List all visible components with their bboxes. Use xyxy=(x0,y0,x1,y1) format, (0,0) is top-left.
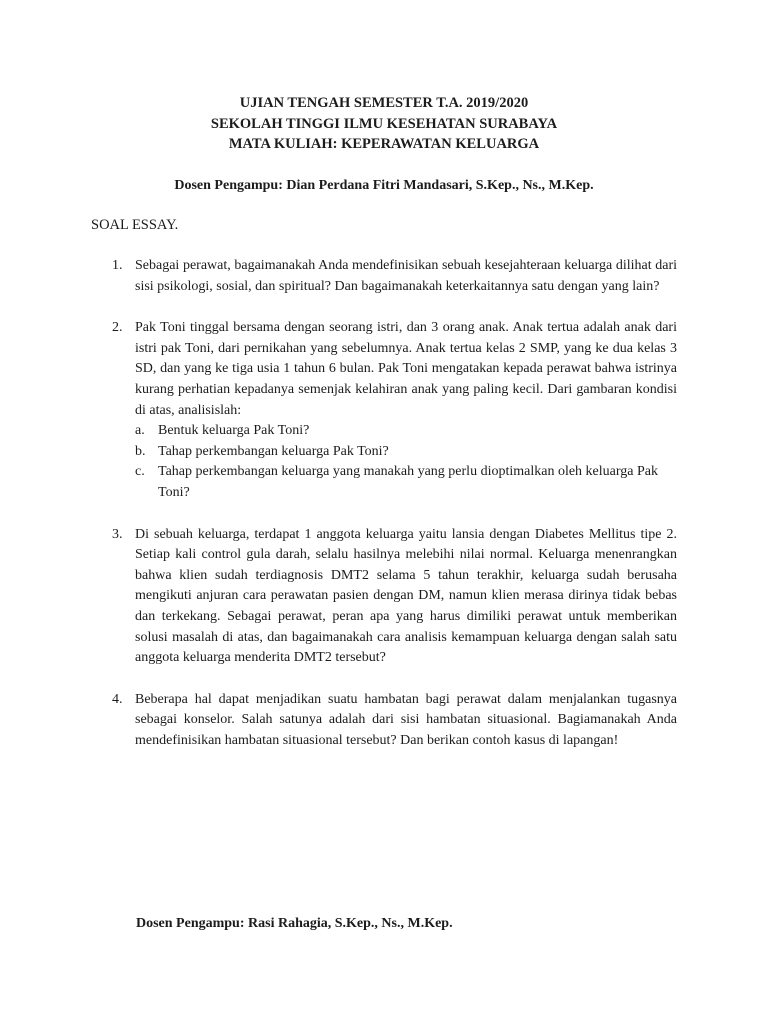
header-exam-title: UJIAN TENGAH SEMESTER T.A. 2019/2020 xyxy=(239,95,529,111)
sub-question-letter: b. xyxy=(135,443,146,459)
lecturer-line-top: Dosen Pengampu: Dian Perdana Fitri Mandasari, S.Kep., Ns., M.Kep. xyxy=(174,178,594,193)
question-item-2 xyxy=(0,318,768,503)
lecturer-line-bottom: Dosen Pengampu: Rasi Rahagia, S.Kep., Ns., M.Kep. xyxy=(136,916,453,931)
sub-question-a xyxy=(135,421,677,442)
question-list xyxy=(0,256,768,772)
question-text: Pak Toni tinggal bersama dengan seorang istri, dan 3 orang anak. Anak tertua adalah anak dari istri pak Toni, dari pernikahan yang sebelumnya. Anak tertua kelas 2 SMP, yang ke dua kelas 3 SD, dan yang ke tiga usia 1 tahun 6 bulan. Pak Toni mengatakan kepada perawat bahwa istrinya kurang perhatian kepadanya semenjak kelahiran anak yang paling kecil. Dari gambaran kondisi di atas, analisislah: xyxy=(135,320,677,418)
question-item-1 xyxy=(0,256,768,297)
header-institution: SEKOLAH TINGGI ILMU KESEHATAN SURABAYA xyxy=(210,115,558,132)
sub-question-letter: c. xyxy=(135,464,145,480)
sub-question-b xyxy=(135,442,677,463)
sub-question-text: Tahap perkembangan keluarga yang manakah yang perlu dioptimalkan oleh keluarga Pak Toni? xyxy=(158,464,658,500)
question-number: 2. xyxy=(112,320,123,336)
section-label-essay: SOAL ESSAY. xyxy=(91,217,179,233)
sub-question-text: Bentuk keluarga Pak Toni? xyxy=(158,423,310,439)
question-item-4 xyxy=(0,690,768,752)
question-item-3 xyxy=(0,525,768,669)
question-number: 4. xyxy=(112,691,123,707)
document-header xyxy=(0,93,768,155)
sub-question-text: Tahap perkembangan keluarga Pak Toni? xyxy=(158,443,389,459)
question-number: 1. xyxy=(112,258,123,273)
sub-question-c xyxy=(135,462,677,503)
sub-question-letter: a. xyxy=(135,423,145,439)
question-text: Di sebuah keluarga, terdapat 1 anggota keluarga yaitu lansia dengan Diabetes Mellitus tipe 2. Setiap kali control gula darah, selalu hasilnya melebihi nilai normal. Keluarga menenrangkan bahwa klien sudah terdiagnosis DMT2 selama 5 tahun terakhir, keluarga sudah berusaha mengikuti anjuran cara perawatan pasien dengan DM, namun klien merasa dirinya tidak bebas dan terkekang. Sebagai perawat, peran apa yang harus dimiliki perawat untuk memberikan solusi masalah di atas, dan bagaimanakah cara analisis kemampuan keluarga dengan salah satu anggota keluarga menderita DMT2 tersebut? xyxy=(135,526,677,666)
question-text: Beberapa hal dapat menjadikan suatu hambatan bagi perawat dalam menjalankan tugasnya sebagai konselor. Salah satunya adalah dari sisi hambatan situasional. Bagiamanakah Anda mendefinisikan hambatan situasional tersebut? Dan berikan contoh kasus di lapangan! xyxy=(135,691,677,748)
question-text: Sebagai perawat, bagaimanakah Anda mendefinisikan sebuah kesejahteraan keluarga dilihat dari sisi psikologi, sosial, dan spiritual? Dan bagaimanakah keterkaitannya satu dengan yang lain? xyxy=(135,258,677,294)
sub-question-list xyxy=(0,421,768,503)
header-course: MATA KULIAH: KEPERAWATAN KELUARGA xyxy=(228,136,540,152)
question-number: 3. xyxy=(112,526,123,542)
